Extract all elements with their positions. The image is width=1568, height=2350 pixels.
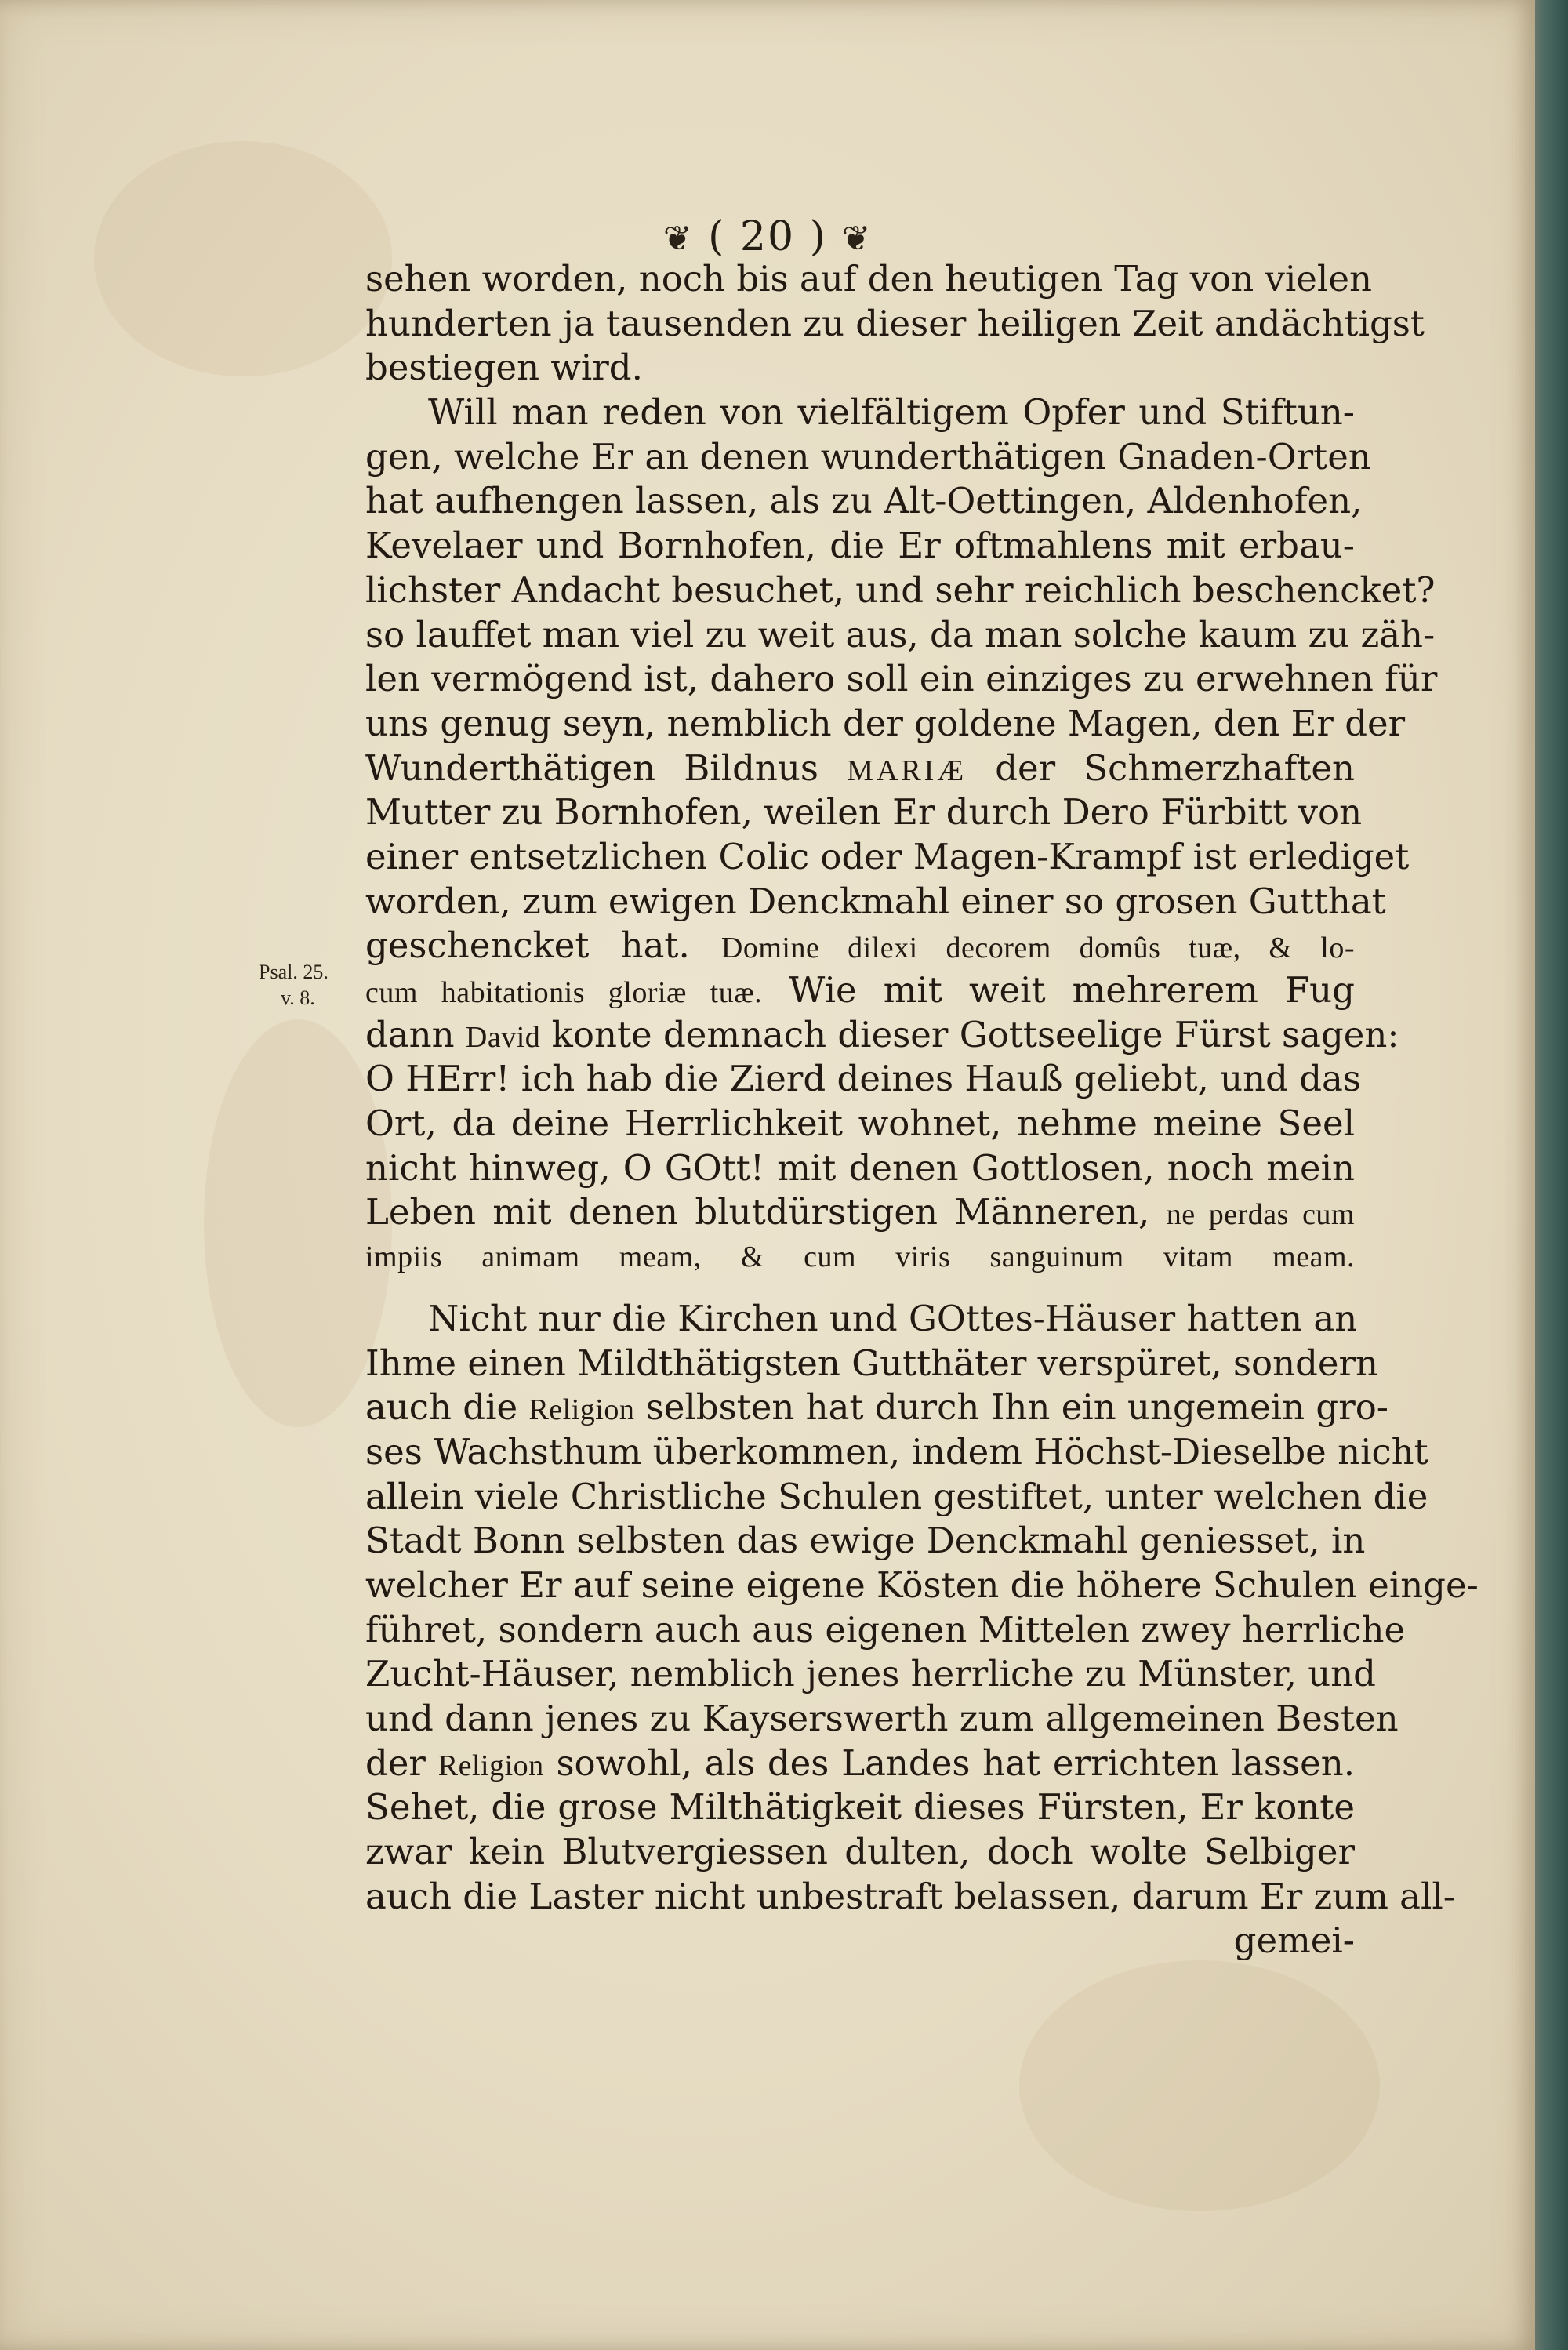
book-edge-binding [1532,0,1568,2350]
page-number: ( 20 ) [708,213,827,260]
latin-quote: ne perdas cum [1166,1198,1355,1232]
text-line: einer entsetzlichen Colic oder Magen-Krampf ist erlediget [365,835,1410,877]
text-line: worden, zum ewigen Denckmahl einer so grosen Gutthat [365,880,1386,922]
ornament-right-icon: ❦ [841,219,873,259]
text-line: bestiegen wird. [365,347,643,389]
text-line [365,746,1355,791]
text-line: Stadt Bonn selbsten das ewige Denckmahl geniesset, in [365,1520,1366,1562]
name-mariae: MARIÆ [847,754,967,787]
latin-quote-line: impiis animam meam, & cum viris sanguinum vitam meam. [365,1240,1355,1274]
text-line [365,968,1355,1013]
text-line [365,1190,1355,1235]
ornament-left-icon: ❦ [662,219,694,259]
text-line [365,1386,1389,1430]
text-line: so lauffet man viel zu weit aus, da man solche kaum zu zäh- [365,613,1436,656]
text-line: zwar kein Blutvergiessen dulten, doch wolte Selbiger [365,1831,1355,1873]
text-fragment: sowohl, als des Landes hat errichten lassen. [556,1742,1355,1784]
latin-quote: Domine dilexi decorem domûs tuæ, & lo- [720,932,1355,965]
text-fragment: geschencket hat. [365,924,690,967]
text-line: Ihme einen Mildthätigsten Gutthäter verspüret, sondern [365,1342,1379,1384]
text-line: allein viele Christliche Schulen gestiftet, unter welchen die [365,1475,1428,1517]
text-line: Mutter zu Bornhofen, weilen Er durch Dero Fürbitt von [365,791,1363,834]
text-line: gen, welche Er an denen wunderthätigen Gnaden-Orten [365,435,1371,478]
text-line: len vermögend ist, dahero soll ein einziges zu erwehnen für [365,658,1438,700]
text-line: hunderten ja tausenden zu dieser heiligen Zeit andächtigst [365,302,1425,344]
paper-stain [204,1019,392,1427]
paper-stain [1019,1960,1380,2211]
text-fragment: der [365,1742,426,1784]
margin-note-verse: v. 8. [281,986,315,1009]
word-religion: Religion [437,1749,544,1782]
text-fragment: Leben mit denen blutdürstigen Männeren, [365,1191,1150,1233]
text-line: welcher Er auf seine eigene Kösten die höhere Schulen einge- [365,1564,1479,1606]
text-fragment: konte demnach dieser Gottseelige Fürst sagen: [551,1013,1399,1055]
text-fragment: Wunderthätigen Bildnus [365,746,818,789]
text-line: hat aufhengen lassen, als zu Alt-Oettingen, Aldenhofen, [365,480,1363,522]
text-line: ses Wachsthum überkommen, indem Höchst-Dieselbe nicht [365,1430,1428,1473]
text-line [365,924,1355,968]
text-line: Zucht-Häuser, nemblich jenes herrliche zu Münster, und [365,1653,1376,1695]
text-fragment: dann [365,1013,455,1055]
text-line: Kevelaer und Bornhofen, die Er oftmahlens mit erbau- [365,525,1355,567]
text-fragment: der Schmerzhaften [995,746,1356,789]
text-line [365,1013,1399,1058]
paragraph-gap [365,1280,1355,1297]
text-line: Sehet, die grose Milthätigkeit dieses Fürsten, Er konte [365,1786,1355,1829]
page-header [0,213,1535,260]
text-fragment: Wie mit weit mehrerem Fug [789,969,1355,1011]
text-line: auch die Laster nicht unbestraft belassen, darum Er zum all- [365,1875,1455,1917]
text-line [365,1742,1355,1786]
text-line: sehen worden, noch bis auf den heutigen Tag von vielen [365,258,1372,300]
margin-note-psalm: Psal. 25. [259,961,328,983]
body-text [365,257,1479,1963]
name-david: David [465,1020,541,1054]
latin-quote: cum habitationis gloriæ tuæ. [365,976,763,1009]
text-line: führet, sondern auch aus eigenen Mittelen zwey herrliche [365,1608,1406,1651]
catchword: gemei- [1233,1920,1355,1962]
text-line: Will man reden von vielfältigem Opfer und Stiftun- [428,391,1355,434]
text-line: und dann jenes zu Kayserswerth zum allgemeinen Besten [365,1698,1399,1739]
text-line: nicht hinweg, O GOtt! mit denen Gottlosen, noch mein [365,1146,1355,1189]
text-line: Ort, da deine Herrlichkeit wohnet, nehme meine Seel [365,1102,1355,1145]
text-line: lichster Andacht besuchet, und sehr reichlich beschencket? [365,568,1436,611]
text-line: uns genug seyn, nemblich der goldene Magen, den Er der [365,702,1406,744]
word-religion: Religion [528,1393,635,1427]
text-fragment: selbsten hat durch Ihn ein ungemein gro- [645,1386,1389,1429]
text-line: Nicht nur die Kirchen und GOttes-Häuser hatten an [428,1297,1358,1339]
text-fragment: auch die [365,1386,518,1429]
text-line: O HErr! ich hab die Zierd deines Hauß geliebt, und das [365,1058,1361,1100]
